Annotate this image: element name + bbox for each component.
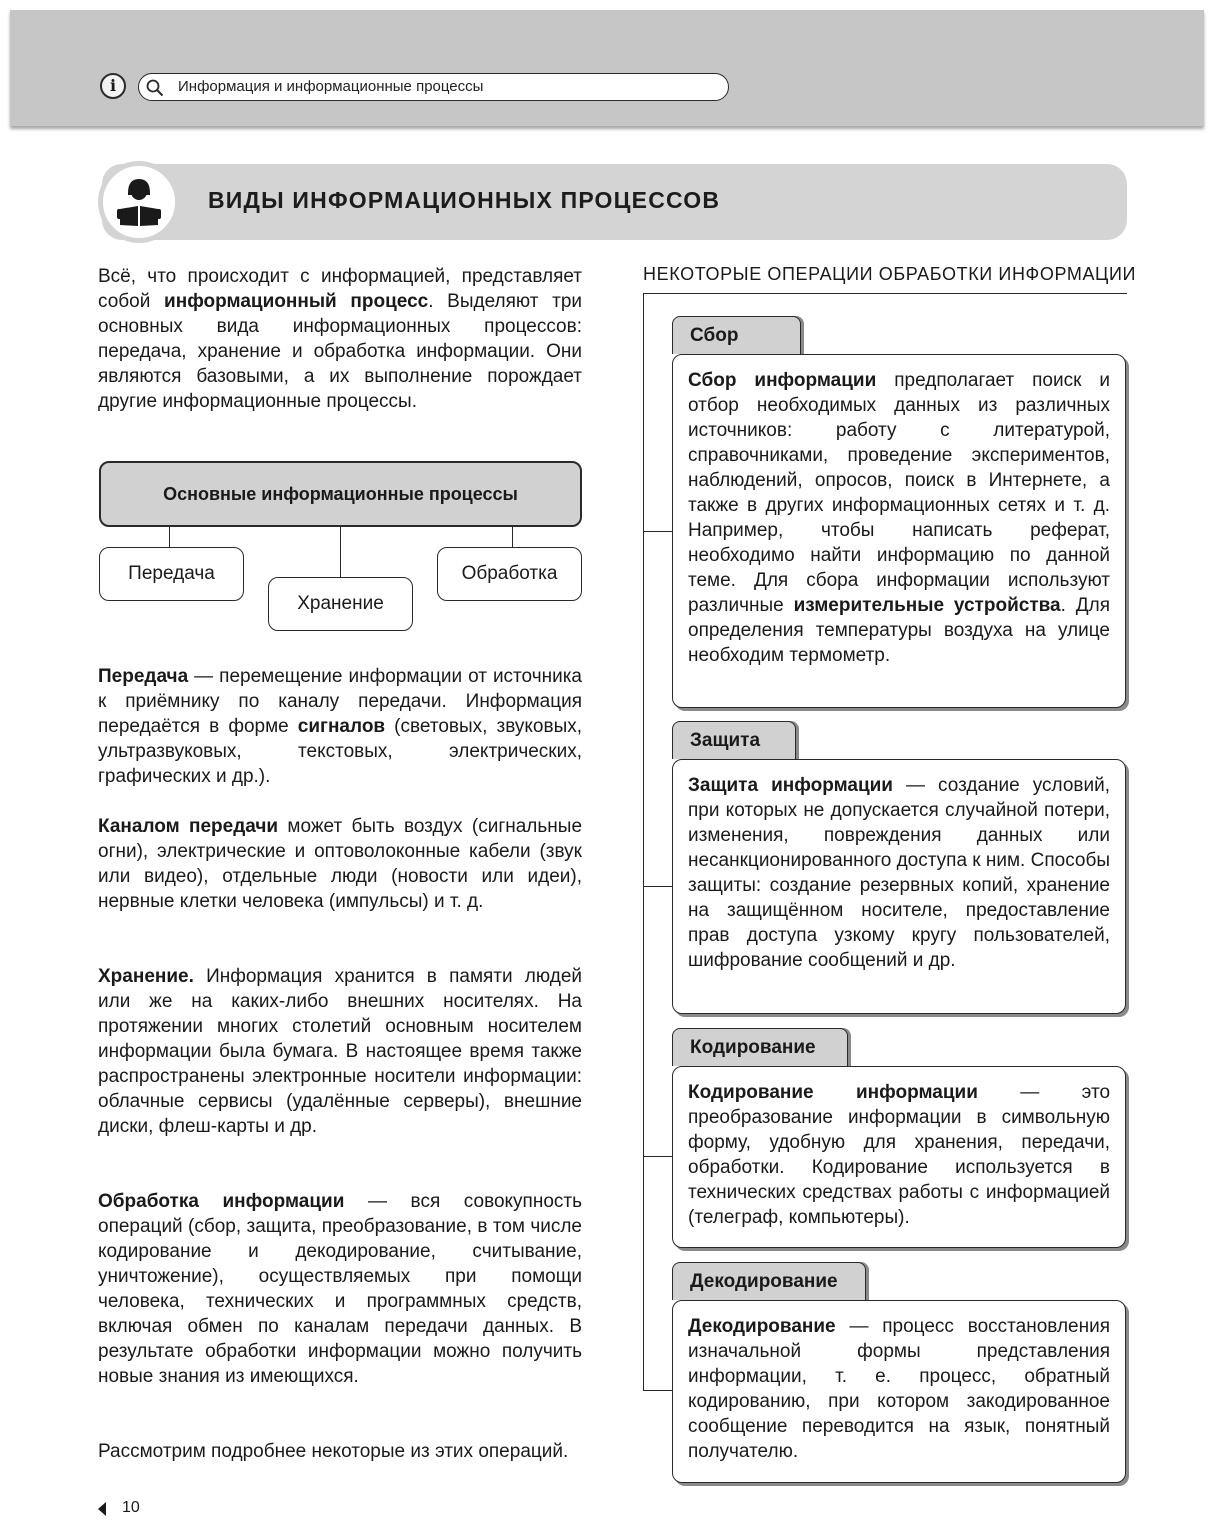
tab-decoding: Декодирование (672, 1262, 866, 1300)
processing-term: Обработка информации (98, 1191, 345, 1212)
tree-branch (643, 531, 673, 532)
search-text: Информация и информационные процессы (178, 78, 484, 95)
tab-collection: Сбор (672, 316, 801, 354)
transfer-paragraph (98, 664, 582, 789)
operations-rule (643, 293, 1127, 294)
tree-branch (643, 1156, 673, 1157)
collection-text: предполагает поиск и отбор необходимых данных из различных источников: работу с литературой, справочниками, проведение экспериментов, наблюдений, опросов, поиск в Интернете, а также в других информационных сетях и т. д. Например, чтобы написать реферат, необходимо найти информацию по данной теме. Для сбора информации используют различные (688, 370, 1110, 616)
diagram-node-processing: Обработка (437, 547, 582, 601)
decoding-term: Декодирование (688, 1316, 836, 1337)
prev-page-icon[interactable] (98, 1502, 106, 1516)
header-band (10, 10, 1204, 126)
reader-icon (106, 169, 172, 235)
card-encoding (672, 1066, 1126, 1248)
search-icon (146, 79, 164, 97)
card-protection (672, 759, 1126, 1014)
storage-paragraph (98, 964, 582, 1139)
diagram-node-storage: Хранение (268, 577, 413, 631)
diagram-root: Основные информационные процессы (99, 461, 582, 527)
diagram-connector (169, 527, 170, 548)
intro-term: информационный процесс (164, 291, 429, 312)
storage-term: Хранение. (98, 966, 194, 987)
operations-heading: НЕКОТОРЫЕ ОПЕРАЦИИ ОБРАБОТКИ ИНФОРМАЦИИ (643, 264, 1137, 284)
intro-text: Всё, что происходит с информацией, представляет собой (98, 266, 582, 312)
card-collection (672, 354, 1126, 708)
decoding-text: — процесс восстановления изначальной формы представления информации, т. е. процесс, обратный кодированию, при котором закодированное сообщение переводится на язык, понятный получателю. (688, 1316, 1110, 1462)
page-number: 10 (122, 1499, 140, 1516)
encoding-text: — это преобразование информации в символьную форму, удобную для хранения, передачи, обработки. Кодирование используется в технических средствах работы с информацией (телеграф, компьютеры). (688, 1082, 1111, 1228)
protection-text: — создание условий, при которых не допускается случайной потери, изменения, повреждения данных или несанкционированного доступа к ним. Способы защиты: создание резервных копий, хранение на защищённом носителе, предоставление прав доступа узкому кругу пользователей, шифрование сообщений и др. (688, 775, 1111, 971)
diagram-connector (512, 527, 513, 548)
transfer-text-end: (световых, звуковых, ультразвуковых, текстовых, электрических, графических и др.). (98, 716, 582, 787)
collection-text-end: . Для определения температуры воздуха на улице необходим термометр. (688, 595, 1110, 666)
info-icon[interactable]: i (100, 73, 126, 99)
tree-branch (643, 1390, 673, 1391)
protection-term: Защита информации (688, 775, 893, 796)
processing-paragraph (98, 1189, 582, 1389)
intro-paragraph (98, 264, 582, 414)
processing-text: — вся совокупность операций (сбор, защита, преобразование, в том числе кодирование и декодирование, считывание, уничтожение), осуществляемых при помощи человека, технических и программных средств, включая обмен по каналам передачи данных. В результате обработки информации можно получить новые знания из имеющихся. (98, 1191, 582, 1387)
diagram-node-transfer: Передача (99, 547, 244, 601)
transfer-text: — перемещение информации от источника к приёмнику по каналу передачи. Информация передаётся в форме (98, 666, 582, 737)
signals-term: сигналов (297, 716, 386, 737)
tree-branch (643, 886, 673, 887)
section-title: ВИДЫ ИНФОРМАЦИОННЫХ ПРОЦЕССОВ (208, 187, 721, 213)
closing-paragraph: Рассмотрим подробнее некоторые из этих операций. (98, 1441, 569, 1462)
card-decoding (672, 1300, 1126, 1483)
diagram-connector (340, 527, 341, 577)
transfer-term: Передача (98, 666, 189, 687)
encoding-term: Кодирование информации (688, 1082, 978, 1103)
channel-text: может быть воздух (сигнальные огни), электрические и оптоволоконные кабели (звук или видео), отдельные люди (новости или идеи), нервные клетки человека (импульсы) и т. д. (98, 816, 583, 912)
channel-paragraph (98, 814, 582, 914)
tab-protection: Защита (672, 721, 796, 759)
measuring-devices-term: измерительные устройства (793, 595, 1061, 616)
storage-text: Информация хранится в памяти людей или же на каких-либо внешних носителях. На протяжении многих столетий основным носителем информации была бумага. В настоящее время также распространены электронные носители информации: облачные сервисы (удалённые серверы), внешние диски, флеш-карты и др. (98, 966, 582, 1137)
operations-tree-line (643, 293, 644, 1391)
intro-text-end: . Выделяют три основных вида информационных процессов: передача, хранение и обработка информации. Они являются базовыми, а их выполнение порождает другие информационные процессы. (98, 291, 582, 412)
tab-encoding: Кодирование (672, 1028, 848, 1066)
collection-term: Сбор информации (688, 370, 877, 391)
channel-term: Каналом передачи (98, 816, 279, 837)
